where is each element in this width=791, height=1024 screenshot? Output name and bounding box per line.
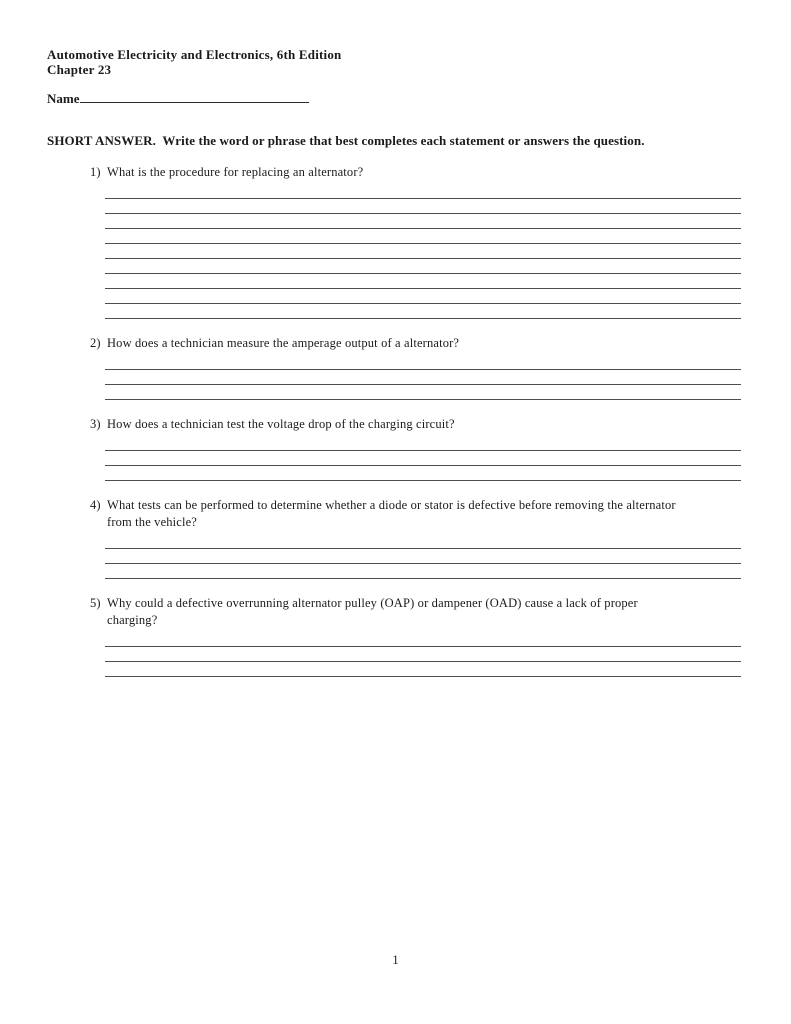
answer-lines bbox=[105, 632, 741, 677]
answer-line[interactable] bbox=[105, 662, 741, 677]
answer-line[interactable] bbox=[105, 632, 741, 647]
question-block bbox=[0, 595, 791, 677]
question-block bbox=[0, 164, 791, 319]
question-text bbox=[0, 416, 741, 433]
page-number: 1 bbox=[392, 953, 399, 967]
answer-line[interactable] bbox=[105, 436, 741, 451]
question-block bbox=[0, 416, 791, 481]
answer-line[interactable] bbox=[105, 385, 741, 400]
question-text-line: charging? bbox=[107, 613, 158, 627]
question-text-line: 4) What tests can be performed to determine whether a diode or stator is defective before removing the alternator bbox=[90, 498, 676, 512]
question-number: 5) bbox=[90, 596, 101, 610]
chapter-label: Chapter 23 bbox=[47, 62, 112, 77]
question-number: 2) bbox=[90, 336, 101, 350]
section-heading: SHORT ANSWER. Write the word or phrase that best completes each statement or answers the question. bbox=[47, 133, 645, 148]
answer-line[interactable] bbox=[105, 355, 741, 370]
answer-line[interactable] bbox=[105, 466, 741, 481]
answer-lines bbox=[105, 534, 741, 579]
question-text-line: 3) How does a technician test the voltage drop of the charging circuit? bbox=[90, 417, 455, 431]
question-number: 1) bbox=[90, 165, 101, 179]
question-block bbox=[0, 497, 791, 579]
document-header bbox=[47, 47, 342, 77]
name-row bbox=[47, 89, 309, 106]
answer-line[interactable] bbox=[105, 564, 741, 579]
answer-line[interactable] bbox=[105, 199, 741, 214]
question-text-line: from the vehicle? bbox=[107, 515, 198, 529]
answer-line[interactable] bbox=[105, 549, 741, 564]
question-text-line: 1) What is the procedure for replacing an alternator? bbox=[90, 165, 364, 179]
answer-line[interactable] bbox=[105, 534, 741, 549]
answer-line[interactable] bbox=[105, 229, 741, 244]
answer-lines bbox=[105, 355, 741, 400]
question-text-line: 5) Why could a defective overrunning alternator pulley (OAP) or dampener (OAD) cause a lack of proper bbox=[90, 596, 638, 610]
answer-line[interactable] bbox=[105, 259, 741, 274]
name-blank-line[interactable] bbox=[80, 89, 309, 103]
question-text bbox=[0, 497, 741, 531]
answer-line[interactable] bbox=[105, 304, 741, 319]
question-block bbox=[0, 335, 791, 400]
answer-lines bbox=[105, 184, 741, 319]
question-text bbox=[0, 164, 741, 181]
book-title: Automotive Electricity and Electronics, 6th Edition bbox=[47, 47, 342, 62]
answer-line[interactable] bbox=[105, 244, 741, 259]
questions-list bbox=[0, 164, 791, 677]
answer-line[interactable] bbox=[105, 274, 741, 289]
answer-line[interactable] bbox=[105, 214, 741, 229]
answer-line[interactable] bbox=[105, 289, 741, 304]
question-text bbox=[0, 335, 741, 352]
answer-line[interactable] bbox=[105, 451, 741, 466]
name-label: Name bbox=[47, 91, 80, 106]
answer-line[interactable] bbox=[105, 647, 741, 662]
answer-line[interactable] bbox=[105, 184, 741, 199]
question-number: 3) bbox=[90, 417, 101, 431]
answer-line[interactable] bbox=[105, 370, 741, 385]
question-text bbox=[0, 595, 741, 629]
answer-lines bbox=[105, 436, 741, 481]
question-number: 4) bbox=[90, 498, 101, 512]
question-text-line: 2) How does a technician measure the amperage output of a alternator? bbox=[90, 336, 460, 350]
